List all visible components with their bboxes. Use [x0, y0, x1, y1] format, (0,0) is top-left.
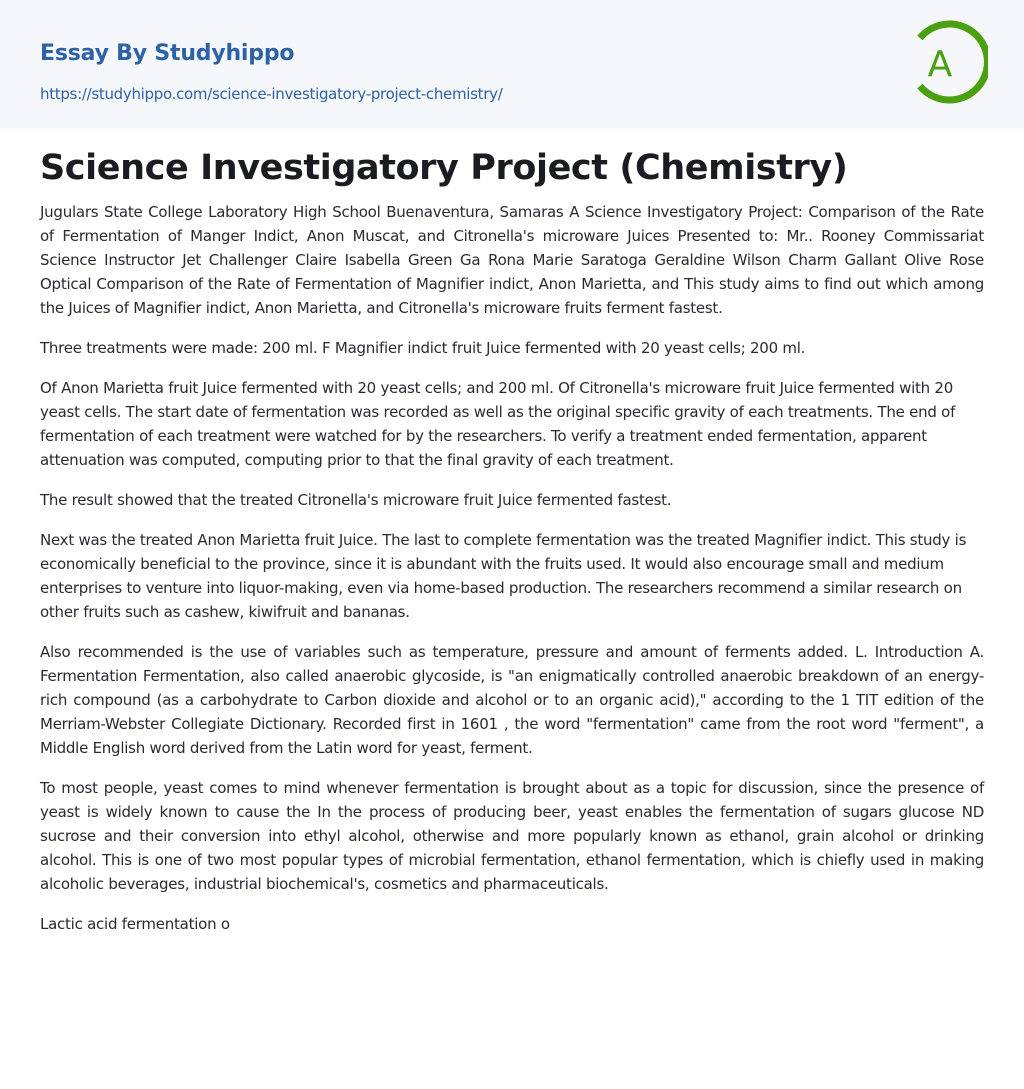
paragraph: Jugulars State College Laboratory High School Buenaventura, Samaras A Science Investigatory Project: Comparison of the Rate of Fermentation of Manger Indict, Anon Muscat, and Citronella's microware Juices Presented to: Mr.. Rooney Commissariat Science Instructor Jet Challenger Claire Isabella Green Ga Rona Marie Saratoga Geraldine Wilson Charm Gallant Olive Rose Optical Comparison of the Rate of Fermentation of Magnifier indict, Anon Marietta, and This study aims to find out which among the Juices of Magnifier indict, Anon Marietta, and Citronella's microware fruits ferment fastest. — [40, 203, 984, 317]
brand-title: Essay By Studyhippo — [40, 41, 295, 66]
logo-letter: A — [927, 44, 953, 85]
paragraph: Next was the treated Anon Marietta fruit Juice. The last to complete fermentation was the treated Magnifier indict. This study is economically beneficial to the province, since it is abundant with the fruits used. It would also encourage small and medium enterprises to venture into liquor-making, even via home-based production. The researchers recommend a similar research on other fruits such as cashew, kiwifruit and bananas. — [40, 531, 967, 621]
paragraph: To most people, yeast comes to mind whenever fermentation is brought about as a topic for discussion, since the presence of yeast is widely known to cause the In the process of producing beer, yeast enables the fermentation of sugars glucose ND sucrose and their conversion into ethyl alcohol, otherwise and more popularly known as ethanol, grain alcohol or drinking alcohol. This is one of two most popular types of microbial fermentation, ethanol fermentation, which is chiefly used in making alcoholic beverages, industrial biochemical's, cosmetics and pharmaceuticals. — [40, 779, 984, 893]
page-title: Science Investigatory Project (Chemistry) — [40, 148, 848, 188]
paragraph: The result showed that the treated Citronella's microware fruit Juice fermented fastest. — [40, 491, 672, 509]
paragraph: Lactic acid fermentation o — [40, 915, 230, 933]
studyhippo-logo-icon[interactable] — [908, 18, 988, 106]
paragraph: Also recommended is the use of variables such as temperature, pressure and amount of ferments added. L. Introduction A. Fermentation Fermentation, also called anaerobic glycoside, is "an enigmatically controlled anaerobic breakdown of an energy-rich compound (as a carbohydrate to Carbon dioxide and alcohol or to an organic acid)," according to the 1 TIT edition of the Merriam-Webster Collegiate Dictionary. Recorded first in 1601 , the word "fermentation" came from the root word "ferment", a Middle English word derived from the Latin word for yeast, ferment. — [40, 643, 984, 757]
paragraph: Of Anon Marietta fruit Juice fermented with 20 yeast cells; and 200 ml. Of Citronella's microware fruit Juice fermented with 20 yeast cells. The start date of fermentation was recorded as well as the original specific gravity of each treatments. The end of fermentation of each treatment were watched for by the researchers. To verify a treatment ended fermentation, apparent attenuation was computed, computing prior to that the final gravity of each treatment. — [40, 379, 956, 469]
essay-body — [40, 200, 984, 952]
paragraph: Three treatments were made: 200 ml. F Magnifier indict fruit Juice fermented with 20 yeast cells; 200 ml. — [40, 339, 806, 357]
page-url-link[interactable]: https://studyhippo.com/science-investigatory-project-chemistry/ — [40, 85, 503, 103]
